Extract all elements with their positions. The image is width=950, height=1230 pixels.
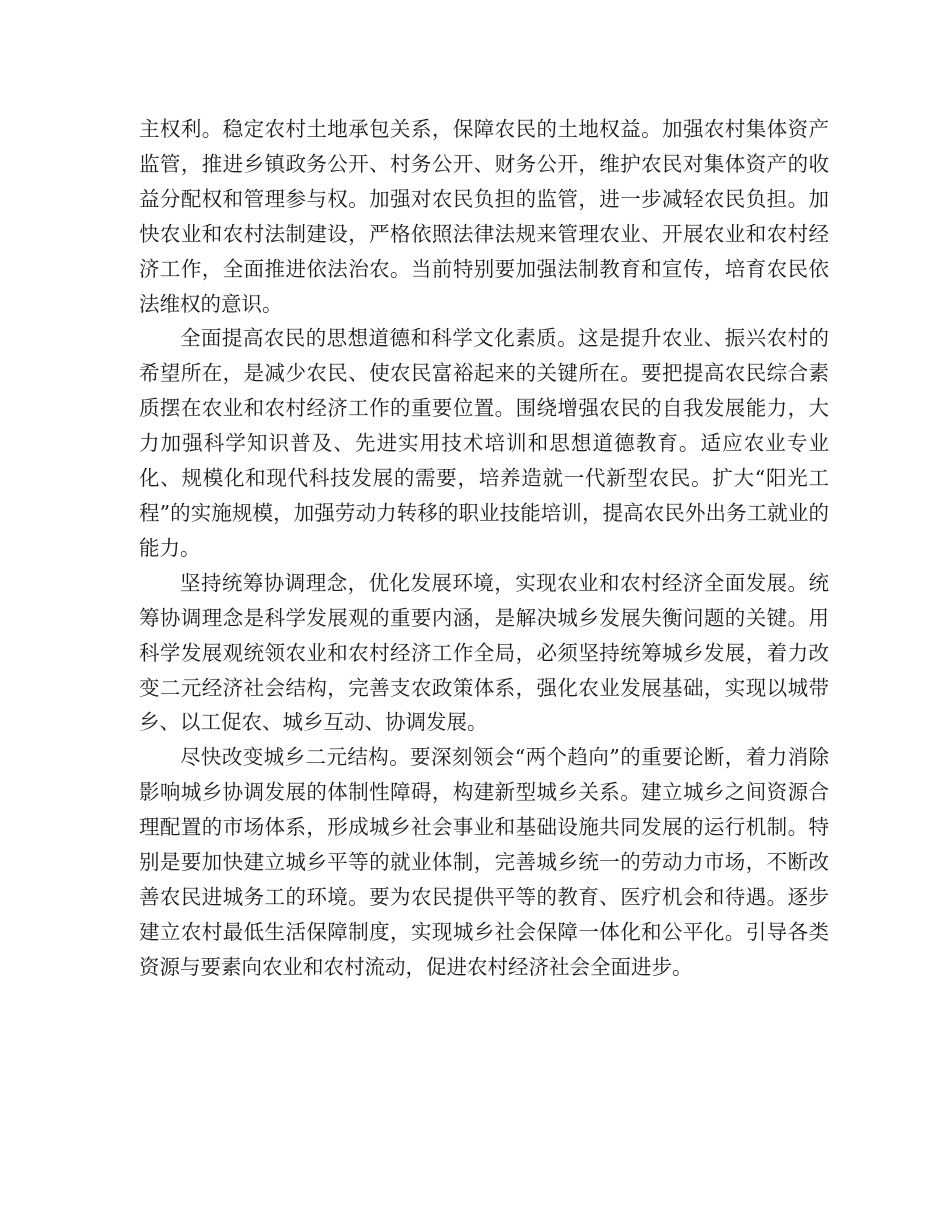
paragraph-coordinated-development: 坚持统筹协调理念，优化发展环境，实现农业和农村经济全面发展。统筹协调理念是科学发展观的重要内涵，是解决城乡发展失衡问题的关键。用科学发展观统领农业和农村经济工作全局，必须坚持统筹城乡发展，着力改变二元经济社会结构，完善支农政策体系，强化农业发展基础，实现以城带乡、以工促农、城乡互动、协调发展。 — [139, 570, 829, 735]
body-text — [139, 112, 829, 985]
paragraph-urban-rural-structure: 尽快改变城乡二元结构。要深刻领会“两个趋向”的重要论断，着力消除影响城乡协调发展的体制性障碍，构建新型城乡关系。建立城乡之间资源合理配置的市场体系，形成城乡社会事业和基础设施共同发展的运行机制。特别是要加快建立城乡平等的就业体制，完善城乡统一的劳动力市场，不断改善农民进城务工的环境。要为农民提供平等的教育、医疗机会和待遇。逐步建立农村最低生活保障制度，实现城乡社会保障一体化和公平化。引导各类资源与要素向农业和农村流动，促进农村经济社会全面进步。 — [139, 745, 829, 979]
paragraph-rights-continuation: 主权利。稳定农村土地承包关系，保障农民的土地权益。加强农村集体资产监管，推进乡镇政务公开、村务公开、财务公开，维护农民对集体资产的收益分配权和管理参与权。加强对农民负担的监管，进一步减轻农民负担。加快农业和农村法制建设，严格依照法律法规来管理农业、开展农业和农村经济工作，全面推进依法治农。当前特别要加强法制教育和宣传，培育农民依法维权的意识。 — [139, 117, 829, 316]
paragraph-farmer-quality: 全面提高农民的思想道德和科学文化素质。这是提升农业、振兴农村的希望所在，是减少农民、使农民富裕起来的关键所在。要把提高农民综合素质摆在农业和农村经济工作的重要位置。围绕增强农民的自我发展能力，大力加强科学知识普及、先进实用技术培训和思想道德教育。适应农业专业化、规模化和现代科技发展的需要，培养造就一代新型农民。扩大“阳光工程”的实施规模，加强劳动力转移的职业技能培训，提高农民外出务工就业的能力。 — [139, 326, 829, 560]
